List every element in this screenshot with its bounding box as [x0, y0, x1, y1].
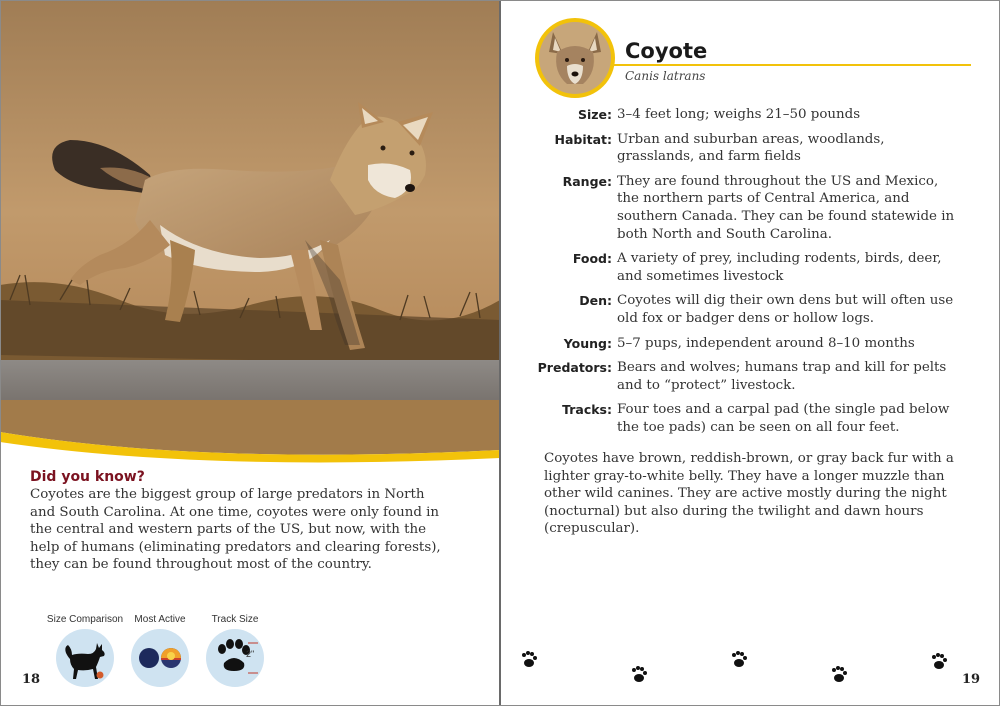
scientific-name: Canis latrans [625, 69, 706, 83]
title-underline [601, 64, 971, 66]
fact-label: Food: [572, 251, 612, 267]
fact-value: 3–4 feet long; weighs 21–50 pounds [617, 107, 861, 122]
fact-label: Predators: [537, 360, 612, 376]
page-number-left: 18 [22, 672, 41, 687]
track-size-group [190, 614, 280, 687]
fact-predators [501, 359, 981, 394]
fact-value: They are found throughout the US and Mexico, the northern parts of Central America, and southern Canada. They can be found statewide in both North and South Carolina. [617, 173, 955, 242]
most-active-label: Most Active [134, 614, 186, 625]
species-description: Coyotes have brown, reddish-brown, or gray back fur with a lighter gray-to-white belly. They have a longer muzzle than other wild canines. They are active mostly during the night (nocturnal) but also during the twilight and dawn hours (crepuscular). [544, 451, 954, 537]
fact-value: Four toes and a carpal pad (the single pad below the toe pads) can be seen on all four feet. [617, 402, 950, 435]
fact-value: 5–7 pups, independent around 8–10 months [617, 335, 915, 351]
paw-track-icon [206, 629, 264, 687]
track-size-label: Track Size [211, 614, 259, 625]
size-comparison-label: Size Comparison [46, 614, 124, 625]
track-size-value: 2" [246, 649, 255, 659]
paw-print-icon [929, 652, 949, 672]
right-page [501, 0, 1000, 706]
paw-print-icon [629, 665, 649, 685]
fact-value: Urban and suburban areas, woodlands, grasslands, and farm fields [617, 131, 885, 165]
fact-young [501, 335, 981, 353]
paw-print-icon [729, 650, 749, 670]
fact-label: Range: [562, 173, 612, 189]
fact-label: Size: [577, 107, 612, 122]
did-you-know-title: Did you know? [30, 469, 145, 485]
fact-label: Tracks: [562, 402, 612, 418]
facts-list [501, 106, 981, 444]
night-dusk-icon [131, 629, 189, 687]
coyote-silhouette-icon [56, 629, 114, 687]
coyote-photo [0, 0, 500, 470]
fact-label: Habitat: [554, 131, 612, 147]
fact-value: A variety of prey, including rodents, birds, deer, and sometimes livestock [617, 251, 942, 284]
fact-label: Den: [579, 293, 612, 309]
fact-value: Bears and wolves; humans trap and kill for pelts and to “protect” livestock. [617, 360, 947, 393]
fact-habitat [501, 131, 981, 166]
coyote-portrait [535, 18, 615, 98]
fact-food [501, 250, 981, 285]
fact-label: Young: [563, 335, 612, 351]
paw-print-icon [519, 650, 539, 670]
fact-value: Coyotes will dig their own dens but will often use old fox or badger dens or hollow logs. [617, 293, 954, 326]
did-you-know-text: Coyotes are the biggest group of large predators in North and South Carolina. At one time, coyotes were only found in the central and western parts of the US, but now, with the help of humans (eliminating predators and clearing forests), they can be found throughout most of the country. [30, 487, 441, 573]
species-name: Coyote [625, 39, 708, 63]
fact-den [501, 292, 981, 327]
fact-size [501, 106, 981, 124]
fact-range [501, 173, 981, 243]
page-number-right: 19 [962, 672, 981, 687]
paw-print-icon [829, 665, 849, 685]
fact-tracks [501, 401, 981, 436]
